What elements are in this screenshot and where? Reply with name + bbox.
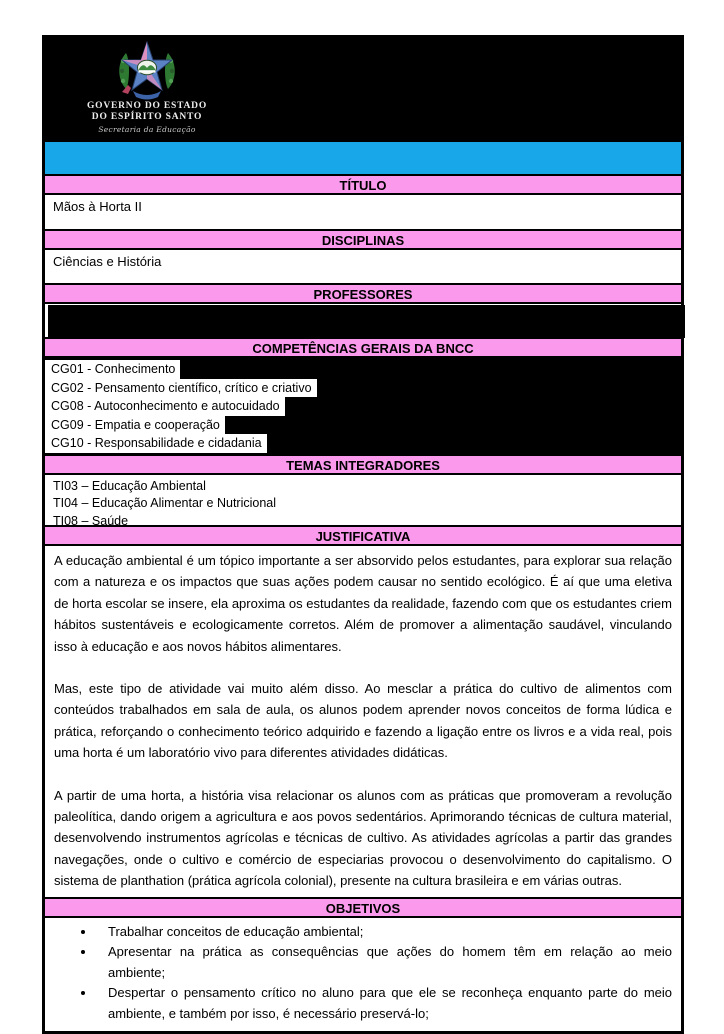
letterhead xyxy=(45,38,681,142)
justificativa-text xyxy=(45,546,681,899)
tema-item: TI03 – Educação Ambiental xyxy=(53,478,206,493)
objetivos-list xyxy=(45,918,681,1032)
competencia-item xyxy=(45,379,681,398)
competencia-text: CG09 - Empatia e cooperação xyxy=(45,416,225,435)
objetivo-item: • Despertar o pensamento crítico no aluno para que ele se reconheça enquanto parte do meio ambiente, e também por isso, é necessário preservá-lo; xyxy=(96,983,672,1024)
competencias-list xyxy=(45,358,681,456)
section-header-justificativa: JUSTIFICATIVA xyxy=(45,527,681,546)
objetivo-item: • Apresentar na prática as consequências que ações do homem têm em relação ao meio ambiente; xyxy=(96,942,672,983)
temas-list xyxy=(45,475,681,527)
coat-of-arms-icon xyxy=(114,41,180,101)
disciplinas-value: Ciências e História xyxy=(45,250,681,285)
justificativa-paragraph: A educação ambiental é um tópico importante a ser absorvido pelos estudantes, para explorar sua relação com a natureza e os impactos que suas ações podem causar no sentido ecológico. É aí que uma eletiva de horta escolar se insere, ela aproxima os estudantes da realidade, fazendo com que os estudantes criem hábitos sustentáveis e ecologicamente corretos. Além de promover a alimentação saudável, vinculando isso à educação e aos novos hábitos alimentares. xyxy=(54,552,672,654)
competencia-item xyxy=(45,434,681,453)
government-name-line2: DO ESPÍRITO SANTO xyxy=(91,111,203,122)
competencia-text: CG08 - Autoconhecimento e autocuidado xyxy=(45,397,285,416)
titulo-value: Mãos à Horta II xyxy=(45,195,681,231)
objetivo-item: • Trabalhar conceitos de educação ambiental; xyxy=(96,922,672,943)
tema-item: TI08 – Saúde xyxy=(53,513,129,528)
professores-row xyxy=(45,304,681,339)
government-name-line1: GOVERNO DO ESTADO xyxy=(86,101,208,111)
government-logo xyxy=(71,41,223,134)
section-header-objetivos: OBJETIVOS xyxy=(45,899,681,918)
lesson-plan-table xyxy=(42,35,684,1034)
competencia-item xyxy=(45,360,681,379)
justificativa-paragraph: Mas, este tipo de atividade vai muito além disso. Ao mesclar a prática do cultivo de alimentos com conteúdos trabalhados em sala de aula, os alunos podem aprender novos conceitos de forma lúdica e prática, reforçando o conhecimento teórico adquirido e fazendo a ligação entre os livros e a vida real, pois uma horta é um laboratório vivo para diferentes atividades didáticas. xyxy=(54,681,672,761)
competencia-text: CG02 - Pensamento científico, crítico e criativo xyxy=(45,379,317,398)
section-header-professores: PROFESSORES xyxy=(45,285,681,304)
cyan-banner xyxy=(45,142,681,176)
section-header-temas: TEMAS INTEGRADORES xyxy=(45,456,681,475)
objetivos-bullets xyxy=(54,922,672,1025)
justificativa-paragraph: A partir de uma horta, a história visa relacionar os alunos com as práticas que promoveram a revolução paleolítica, dando origem a agricultura e aos povos sedentários. Aprimorando técnicas de cultura material, desenvolvendo instrumentos agrícolas e técnicas de cultivo. As atividades agrícolas a partir das grandes navegações, onde o cultivo e comércio de especiarias provocou o desenvolvimento do capitalismo. O sistema de planthation (prática agrícola colonial), presente na cultura brasileira e em várias outras. xyxy=(54,787,672,889)
section-header-disciplinas: DISCIPLINAS xyxy=(45,231,681,250)
redaction-block xyxy=(48,305,685,338)
competencia-item xyxy=(45,397,681,416)
section-header-titulo: TÍTULO xyxy=(45,176,681,195)
competencia-text: CG10 - Responsabilidade e cidadania xyxy=(45,434,267,453)
government-tagline: Secretaria da Educação xyxy=(98,125,196,134)
competencia-item xyxy=(45,416,681,435)
competencia-text: CG01 - Conhecimento xyxy=(45,360,180,379)
section-header-competencias: COMPETÊNCIAS GERAIS DA BNCC xyxy=(45,339,681,358)
tema-item: TI04 – Educação Alimentar e Nutricional xyxy=(53,496,277,511)
